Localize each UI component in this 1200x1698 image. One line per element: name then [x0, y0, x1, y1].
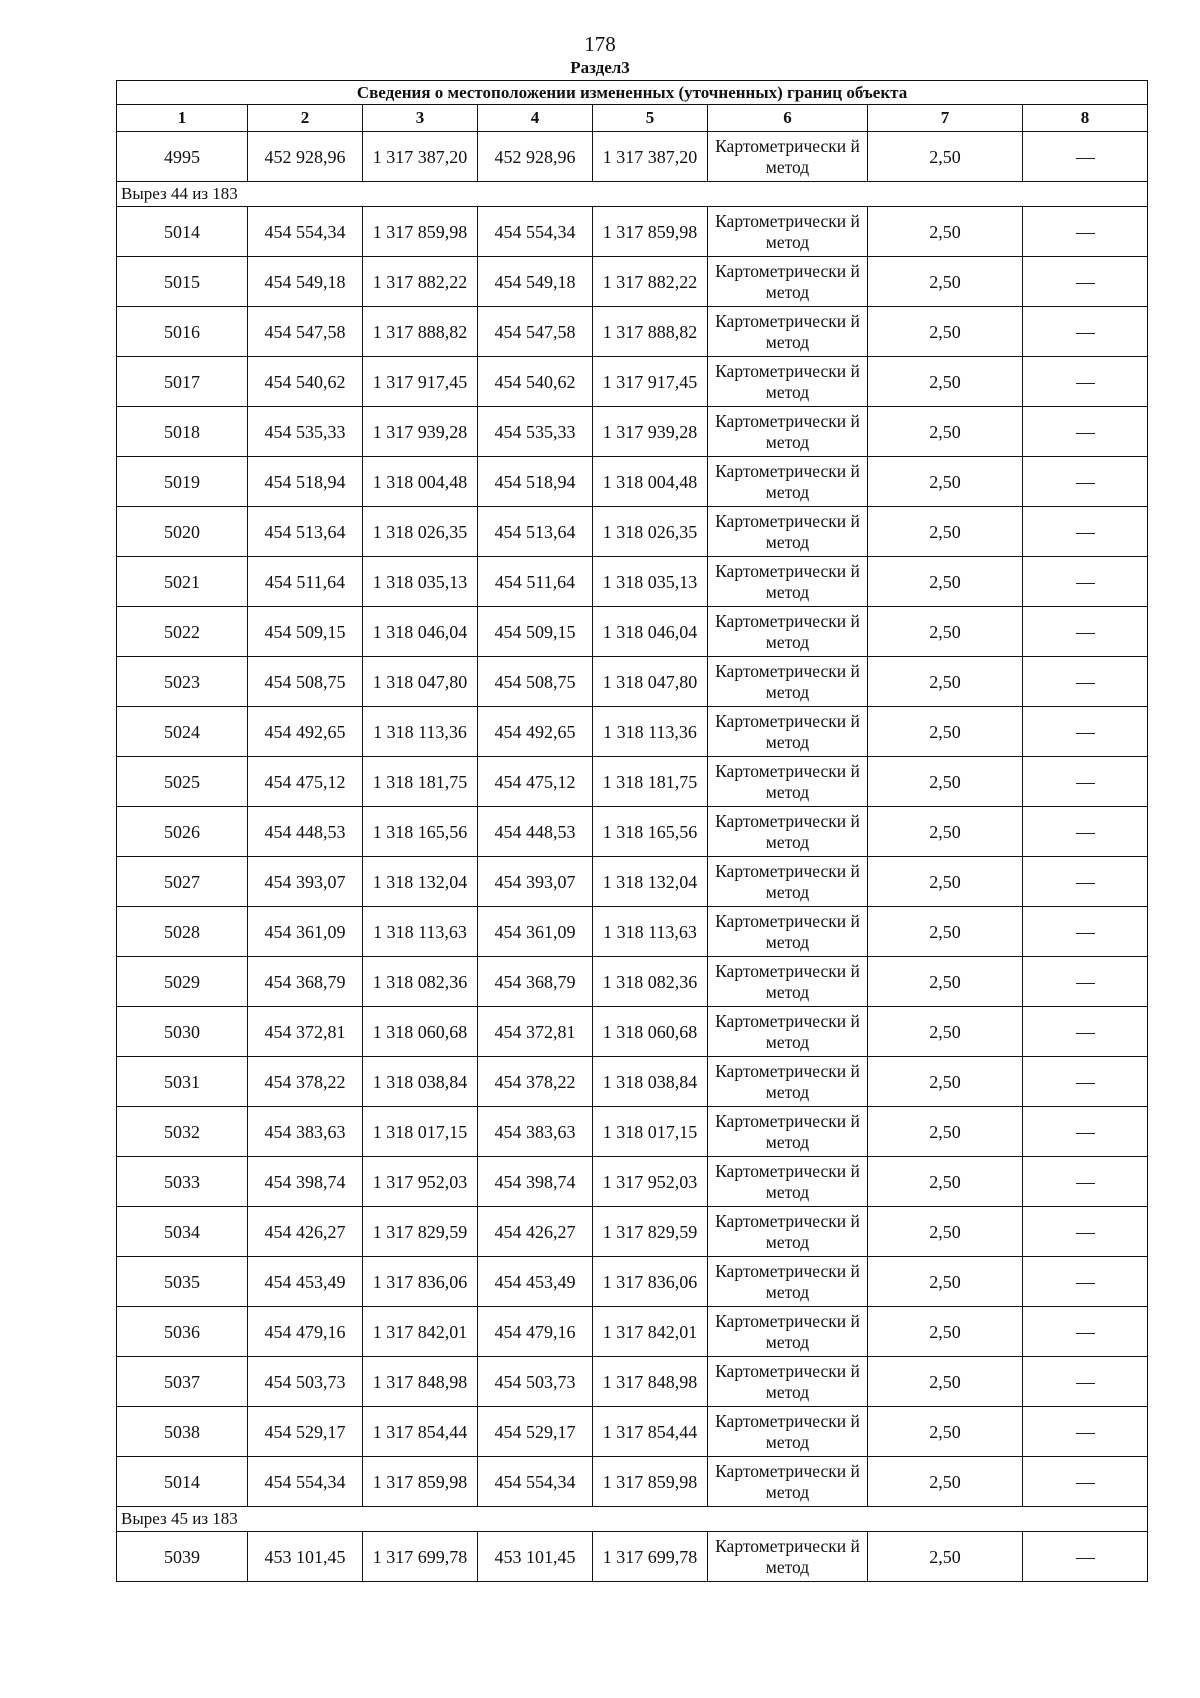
y-existing-cell: 1 317 952,03 [363, 1157, 478, 1207]
point-number-cell: 5028 [117, 907, 248, 957]
point-description-cell [1023, 1307, 1148, 1357]
accuracy-cell: 2,50 [868, 1532, 1023, 1582]
point-number-cell: 5030 [117, 1007, 248, 1057]
dash-mark [1076, 1133, 1095, 1134]
determination-method-cell: Картометрически й метод [708, 1532, 868, 1582]
table-row [117, 757, 1148, 807]
x-existing-cell: 454 503,73 [248, 1357, 363, 1407]
determination-method-cell: Картометрически й метод [708, 307, 868, 357]
x-new-cell: 454 368,79 [478, 957, 593, 1007]
determination-method-cell: Картометрически й метод [708, 1307, 868, 1357]
x-existing-cell: 454 361,09 [248, 907, 363, 957]
point-description-cell [1023, 132, 1148, 182]
y-existing-cell: 1 318 004,48 [363, 457, 478, 507]
column-header: 8 [1023, 105, 1148, 132]
table-row [117, 1157, 1148, 1207]
accuracy-cell: 2,50 [868, 207, 1023, 257]
y-new-cell: 1 317 848,98 [593, 1357, 708, 1407]
x-existing-cell: 454 529,17 [248, 1407, 363, 1457]
point-number-cell: 5023 [117, 657, 248, 707]
accuracy-cell: 2,50 [868, 307, 1023, 357]
dash-mark [1076, 383, 1095, 384]
y-new-cell: 1 318 004,48 [593, 457, 708, 507]
point-description-cell [1023, 607, 1148, 657]
dash-mark [1076, 1183, 1095, 1184]
accuracy-cell: 2,50 [868, 857, 1023, 907]
x-existing-cell: 454 453,49 [248, 1257, 363, 1307]
point-number-cell: 5014 [117, 207, 248, 257]
point-description-cell [1023, 1157, 1148, 1207]
y-new-cell: 1 317 888,82 [593, 307, 708, 357]
table-caption: Сведения о местоположении измененных (уточненных) границ объекта [117, 81, 1148, 105]
table-row [117, 132, 1148, 182]
table-row [117, 1207, 1148, 1257]
point-description-cell [1023, 307, 1148, 357]
y-new-cell: 1 317 842,01 [593, 1307, 708, 1357]
point-description-cell [1023, 657, 1148, 707]
x-new-cell: 454 547,58 [478, 307, 593, 357]
point-description-cell [1023, 457, 1148, 507]
column-header: 6 [708, 105, 868, 132]
y-existing-cell: 1 318 026,35 [363, 507, 478, 557]
x-new-cell: 454 361,09 [478, 907, 593, 957]
x-new-cell: 454 383,63 [478, 1107, 593, 1157]
accuracy-cell: 2,50 [868, 907, 1023, 957]
point-number-cell: 5019 [117, 457, 248, 507]
table-row [117, 1107, 1148, 1157]
y-new-cell: 1 317 854,44 [593, 1407, 708, 1457]
x-new-cell: 454 475,12 [478, 757, 593, 807]
y-new-cell: 1 317 939,28 [593, 407, 708, 457]
y-new-cell: 1 317 859,98 [593, 207, 708, 257]
determination-method-cell: Картометрически й метод [708, 457, 868, 507]
y-new-cell: 1 318 046,04 [593, 607, 708, 657]
dash-mark [1076, 233, 1095, 234]
determination-method-cell: Картометрически й метод [708, 1257, 868, 1307]
dash-mark [1076, 633, 1095, 634]
table-row [117, 1007, 1148, 1057]
point-number-cell: 5018 [117, 407, 248, 457]
determination-method-cell: Картометрически й метод [708, 407, 868, 457]
point-description-cell [1023, 757, 1148, 807]
table-row [117, 407, 1148, 457]
y-existing-cell: 1 318 017,15 [363, 1107, 478, 1157]
column-header: 2 [248, 105, 363, 132]
x-new-cell: 454 508,75 [478, 657, 593, 707]
determination-method-cell: Картометрически й метод [708, 357, 868, 407]
y-existing-cell: 1 318 060,68 [363, 1007, 478, 1057]
table-row [117, 307, 1148, 357]
accuracy-cell: 2,50 [868, 757, 1023, 807]
y-existing-cell: 1 318 082,36 [363, 957, 478, 1007]
point-number-cell: 5022 [117, 607, 248, 657]
point-number-cell: 5026 [117, 807, 248, 857]
point-description-cell [1023, 1207, 1148, 1257]
point-number-cell: 5034 [117, 1207, 248, 1257]
y-existing-cell: 1 318 165,56 [363, 807, 478, 857]
point-number-cell: 4995 [117, 132, 248, 182]
point-description-cell [1023, 357, 1148, 407]
point-description-cell [1023, 1107, 1148, 1157]
y-existing-cell: 1 317 917,45 [363, 357, 478, 407]
table-row [117, 257, 1148, 307]
x-existing-cell: 454 368,79 [248, 957, 363, 1007]
x-new-cell: 454 448,53 [478, 807, 593, 857]
dash-mark [1076, 933, 1095, 934]
dash-mark [1076, 683, 1095, 684]
x-existing-cell: 454 448,53 [248, 807, 363, 857]
y-new-cell: 1 317 387,20 [593, 132, 708, 182]
x-new-cell: 454 372,81 [478, 1007, 593, 1057]
x-new-cell: 454 554,34 [478, 207, 593, 257]
column-header: 5 [593, 105, 708, 132]
x-existing-cell: 454 511,64 [248, 557, 363, 607]
x-existing-cell: 454 398,74 [248, 1157, 363, 1207]
accuracy-cell: 2,50 [868, 1457, 1023, 1507]
accuracy-cell: 2,50 [868, 1257, 1023, 1307]
dash-mark [1076, 1283, 1095, 1284]
y-new-cell: 1 318 038,84 [593, 1057, 708, 1107]
x-new-cell: 454 554,34 [478, 1457, 593, 1507]
x-existing-cell: 454 479,16 [248, 1307, 363, 1357]
x-existing-cell: 454 378,22 [248, 1057, 363, 1107]
y-existing-cell: 1 317 882,22 [363, 257, 478, 307]
point-description-cell [1023, 1457, 1148, 1507]
section-group-row [117, 182, 1148, 207]
x-existing-cell: 454 518,94 [248, 457, 363, 507]
point-description-cell [1023, 807, 1148, 857]
x-existing-cell: 454 475,12 [248, 757, 363, 807]
point-number-cell: 5021 [117, 557, 248, 607]
table-row [117, 1532, 1148, 1582]
determination-method-cell: Картометрически й метод [708, 207, 868, 257]
point-number-cell: 5025 [117, 757, 248, 807]
accuracy-cell: 2,50 [868, 1107, 1023, 1157]
point-number-cell: 5024 [117, 707, 248, 757]
determination-method-cell: Картометрически й метод [708, 1007, 868, 1057]
point-number-cell: 5037 [117, 1357, 248, 1407]
x-existing-cell: 454 540,62 [248, 357, 363, 407]
x-new-cell: 454 492,65 [478, 707, 593, 757]
point-description-cell [1023, 1007, 1148, 1057]
point-number-cell: 5031 [117, 1057, 248, 1107]
point-description-cell [1023, 207, 1148, 257]
determination-method-cell: Картометрически й метод [708, 1357, 868, 1407]
y-new-cell: 1 318 035,13 [593, 557, 708, 607]
x-new-cell: 454 513,64 [478, 507, 593, 557]
accuracy-cell: 2,50 [868, 357, 1023, 407]
accuracy-cell: 2,50 [868, 657, 1023, 707]
y-existing-cell: 1 317 888,82 [363, 307, 478, 357]
point-number-cell: 5033 [117, 1157, 248, 1207]
table-row [117, 657, 1148, 707]
point-description-cell [1023, 857, 1148, 907]
y-new-cell: 1 317 882,22 [593, 257, 708, 307]
accuracy-cell: 2,50 [868, 1307, 1023, 1357]
determination-method-cell: Картометрически й метод [708, 857, 868, 907]
point-number-cell: 5014 [117, 1457, 248, 1507]
dash-mark [1076, 733, 1095, 734]
x-existing-cell: 454 426,27 [248, 1207, 363, 1257]
table-header-row [117, 105, 1148, 132]
table-row [117, 207, 1148, 257]
table-row [117, 357, 1148, 407]
x-existing-cell: 454 535,33 [248, 407, 363, 457]
y-new-cell: 1 318 113,63 [593, 907, 708, 957]
y-existing-cell: 1 317 859,98 [363, 207, 478, 257]
dash-mark [1076, 483, 1095, 484]
x-existing-cell: 454 508,75 [248, 657, 363, 707]
point-number-cell: 5027 [117, 857, 248, 907]
determination-method-cell: Картометрически й метод [708, 1407, 868, 1457]
table-row [117, 1057, 1148, 1107]
x-new-cell: 454 518,94 [478, 457, 593, 507]
accuracy-cell: 2,50 [868, 957, 1023, 1007]
x-new-cell: 454 549,18 [478, 257, 593, 307]
x-existing-cell: 454 509,15 [248, 607, 363, 657]
determination-method-cell: Картометрически й метод [708, 257, 868, 307]
determination-method-cell: Картометрически й метод [708, 1107, 868, 1157]
y-new-cell: 1 318 181,75 [593, 757, 708, 807]
point-description-cell [1023, 907, 1148, 957]
y-existing-cell: 1 317 939,28 [363, 407, 478, 457]
y-new-cell: 1 318 132,04 [593, 857, 708, 907]
y-existing-cell: 1 318 132,04 [363, 857, 478, 907]
determination-method-cell: Картометрически й метод [708, 707, 868, 757]
dash-mark [1076, 533, 1095, 534]
point-number-cell: 5032 [117, 1107, 248, 1157]
table-row [117, 1257, 1148, 1307]
point-description-cell [1023, 957, 1148, 1007]
determination-method-cell: Картометрически й метод [708, 1057, 868, 1107]
y-existing-cell: 1 318 038,84 [363, 1057, 478, 1107]
y-new-cell: 1 317 859,98 [593, 1457, 708, 1507]
x-new-cell: 454 529,17 [478, 1407, 593, 1457]
y-new-cell: 1 317 836,06 [593, 1257, 708, 1307]
x-new-cell: 454 503,73 [478, 1357, 593, 1407]
y-new-cell: 1 317 699,78 [593, 1532, 708, 1582]
table-row [117, 607, 1148, 657]
y-new-cell: 1 317 917,45 [593, 357, 708, 407]
point-description-cell [1023, 407, 1148, 457]
x-existing-cell: 454 513,64 [248, 507, 363, 557]
determination-method-cell: Картометрически й метод [708, 757, 868, 807]
determination-method-cell: Картометрически й метод [708, 957, 868, 1007]
determination-method-cell: Картометрически й метод [708, 657, 868, 707]
table-row [117, 1307, 1148, 1357]
determination-method-cell: Картометрически й метод [708, 132, 868, 182]
accuracy-cell: 2,50 [868, 1357, 1023, 1407]
table-row [117, 1407, 1148, 1457]
dash-mark [1076, 1483, 1095, 1484]
table-row [117, 507, 1148, 557]
page-number: 178 [584, 32, 616, 56]
x-new-cell: 454 426,27 [478, 1207, 593, 1257]
y-existing-cell: 1 318 113,36 [363, 707, 478, 757]
point-number-cell: 5036 [117, 1307, 248, 1357]
column-header: 1 [117, 105, 248, 132]
x-existing-cell: 454 547,58 [248, 307, 363, 357]
accuracy-cell: 2,50 [868, 1057, 1023, 1107]
x-new-cell: 454 398,74 [478, 1157, 593, 1207]
dash-mark [1076, 1433, 1095, 1434]
y-existing-cell: 1 317 829,59 [363, 1207, 478, 1257]
y-existing-cell: 1 317 387,20 [363, 132, 478, 182]
accuracy-cell: 2,50 [868, 807, 1023, 857]
column-header: 4 [478, 105, 593, 132]
group-label: Вырез 45 из 183 [117, 1507, 1148, 1532]
x-new-cell: 454 509,15 [478, 607, 593, 657]
y-new-cell: 1 318 026,35 [593, 507, 708, 557]
dash-mark [1076, 1033, 1095, 1034]
point-description-cell [1023, 1357, 1148, 1407]
x-new-cell: 454 479,16 [478, 1307, 593, 1357]
point-description-cell [1023, 507, 1148, 557]
accuracy-cell: 2,50 [868, 132, 1023, 182]
y-existing-cell: 1 318 046,04 [363, 607, 478, 657]
dash-mark [1076, 283, 1095, 284]
table-row [117, 707, 1148, 757]
dash-mark [1076, 333, 1095, 334]
y-existing-cell: 1 317 836,06 [363, 1257, 478, 1307]
point-number-cell: 5029 [117, 957, 248, 1007]
point-number-cell: 5039 [117, 1532, 248, 1582]
accuracy-cell: 2,50 [868, 1007, 1023, 1057]
table-caption-row [117, 81, 1148, 105]
table-row [117, 807, 1148, 857]
y-new-cell: 1 317 952,03 [593, 1157, 708, 1207]
table-body [117, 81, 1148, 1582]
point-description-cell [1023, 1407, 1148, 1457]
y-new-cell: 1 318 082,36 [593, 957, 708, 1007]
dash-mark [1076, 433, 1095, 434]
point-description-cell [1023, 257, 1148, 307]
x-existing-cell: 453 101,45 [248, 1532, 363, 1582]
point-number-cell: 5038 [117, 1407, 248, 1457]
point-number-cell: 5017 [117, 357, 248, 407]
point-description-cell [1023, 1532, 1148, 1582]
accuracy-cell: 2,50 [868, 557, 1023, 607]
dash-mark [1076, 1558, 1095, 1559]
group-label: Вырез 44 из 183 [117, 182, 1148, 207]
accuracy-cell: 2,50 [868, 457, 1023, 507]
y-existing-cell: 1 318 113,63 [363, 907, 478, 957]
x-existing-cell: 454 549,18 [248, 257, 363, 307]
x-new-cell: 454 393,07 [478, 857, 593, 907]
x-new-cell: 453 101,45 [478, 1532, 593, 1582]
accuracy-cell: 2,50 [868, 607, 1023, 657]
x-new-cell: 454 511,64 [478, 557, 593, 607]
accuracy-cell: 2,50 [868, 407, 1023, 457]
determination-method-cell: Картометрически й метод [708, 807, 868, 857]
x-existing-cell: 454 554,34 [248, 207, 363, 257]
y-existing-cell: 1 317 699,78 [363, 1532, 478, 1582]
dash-mark [1076, 1233, 1095, 1234]
x-new-cell: 452 928,96 [478, 132, 593, 182]
point-description-cell [1023, 1257, 1148, 1307]
determination-method-cell: Картометрически й метод [708, 1207, 868, 1257]
y-existing-cell: 1 318 035,13 [363, 557, 478, 607]
accuracy-cell: 2,50 [868, 1157, 1023, 1207]
accuracy-cell: 2,50 [868, 707, 1023, 757]
dash-mark [1076, 583, 1095, 584]
y-new-cell: 1 318 047,80 [593, 657, 708, 707]
section-title: Раздел3 [570, 58, 630, 77]
y-existing-cell: 1 317 842,01 [363, 1307, 478, 1357]
y-existing-cell: 1 318 047,80 [363, 657, 478, 707]
determination-method-cell: Картометрически й метод [708, 557, 868, 607]
dash-mark [1076, 158, 1095, 159]
accuracy-cell: 2,50 [868, 1407, 1023, 1457]
table-row [117, 557, 1148, 607]
table-row [117, 857, 1148, 907]
y-existing-cell: 1 317 848,98 [363, 1357, 478, 1407]
y-new-cell: 1 318 113,36 [593, 707, 708, 757]
dash-mark [1076, 833, 1095, 834]
determination-method-cell: Картометрически й метод [708, 1457, 868, 1507]
accuracy-cell: 2,50 [868, 1207, 1023, 1257]
x-existing-cell: 454 383,63 [248, 1107, 363, 1157]
x-new-cell: 454 535,33 [478, 407, 593, 457]
y-existing-cell: 1 317 854,44 [363, 1407, 478, 1457]
accuracy-cell: 2,50 [868, 257, 1023, 307]
x-existing-cell: 454 554,34 [248, 1457, 363, 1507]
x-new-cell: 454 453,49 [478, 1257, 593, 1307]
determination-method-cell: Картометрически й метод [708, 1157, 868, 1207]
x-new-cell: 454 378,22 [478, 1057, 593, 1107]
point-number-cell: 5016 [117, 307, 248, 357]
column-header: 3 [363, 105, 478, 132]
point-description-cell [1023, 707, 1148, 757]
determination-method-cell: Картометрически й метод [708, 507, 868, 557]
determination-method-cell: Картометрически й метод [708, 907, 868, 957]
accuracy-cell: 2,50 [868, 507, 1023, 557]
table-row [117, 957, 1148, 1007]
x-existing-cell: 452 928,96 [248, 132, 363, 182]
section-group-row [117, 1507, 1148, 1532]
dash-mark [1076, 783, 1095, 784]
point-number-cell: 5035 [117, 1257, 248, 1307]
y-new-cell: 1 318 165,56 [593, 807, 708, 857]
point-description-cell [1023, 1057, 1148, 1107]
point-description-cell [1023, 557, 1148, 607]
column-header: 7 [868, 105, 1023, 132]
y-existing-cell: 1 318 181,75 [363, 757, 478, 807]
table-row [117, 907, 1148, 957]
y-new-cell: 1 317 829,59 [593, 1207, 708, 1257]
dash-mark [1076, 1383, 1095, 1384]
coordinates-table [116, 80, 1148, 1582]
y-new-cell: 1 318 060,68 [593, 1007, 708, 1057]
x-existing-cell: 454 393,07 [248, 857, 363, 907]
table-row [117, 1457, 1148, 1507]
point-number-cell: 5020 [117, 507, 248, 557]
point-number-cell: 5015 [117, 257, 248, 307]
x-existing-cell: 454 492,65 [248, 707, 363, 757]
determination-method-cell: Картометрически й метод [708, 607, 868, 657]
dash-mark [1076, 1083, 1095, 1084]
y-new-cell: 1 318 017,15 [593, 1107, 708, 1157]
x-existing-cell: 454 372,81 [248, 1007, 363, 1057]
y-existing-cell: 1 317 859,98 [363, 1457, 478, 1507]
dash-mark [1076, 983, 1095, 984]
dash-mark [1076, 1333, 1095, 1334]
dash-mark [1076, 883, 1095, 884]
table-row [117, 457, 1148, 507]
x-new-cell: 454 540,62 [478, 357, 593, 407]
table-row [117, 1357, 1148, 1407]
